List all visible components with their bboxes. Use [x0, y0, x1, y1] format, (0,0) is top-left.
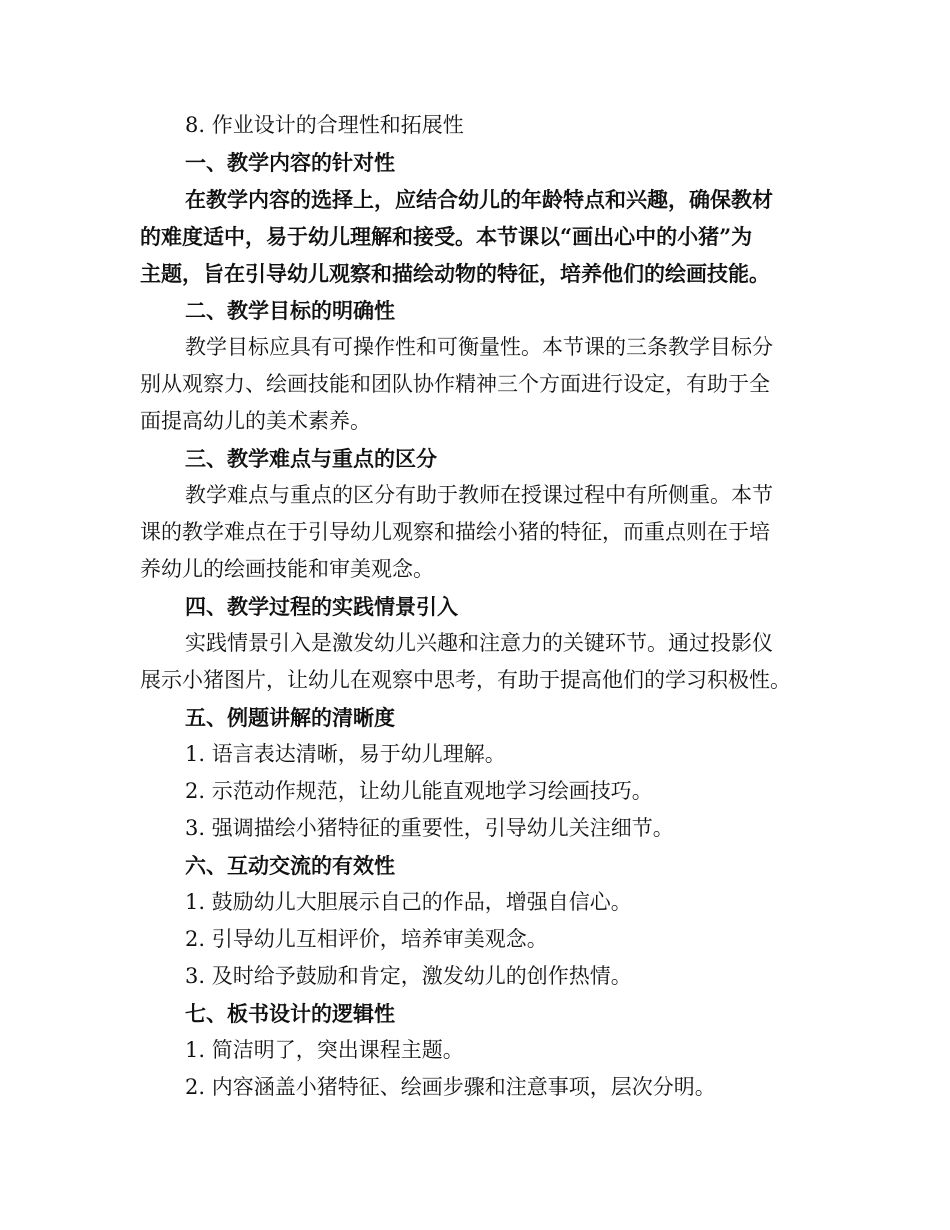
list-item: 2. 内容涵盖小猪特征、绘画步骤和注意事项，层次分明。	[185, 1075, 716, 1099]
section-heading-5: 五、例题讲解的清晰度	[185, 705, 395, 730]
paragraph-line: 的难度适中，易于幼儿理解和接受。本节课以“画出心中的小猪”为	[140, 224, 753, 249]
document-body	[140, 107, 820, 1106]
paragraph-line: 课的教学难点在于引导幼儿观察和描绘小猪的特征，而重点则在于培	[140, 520, 770, 544]
paragraph-line: 实践情景引入是激发幼儿兴趣和注意力的关键环节。通过投影仪	[185, 631, 773, 655]
paragraph-line: 别从观察力、绘画技能和团队协作精神三个方面进行设定，有助于全	[140, 372, 770, 396]
section-heading-2: 二、教学目标的明确性	[185, 298, 395, 323]
paragraph-line: 教学目标应具有可操作性和可衡量性。本节课的三条教学目标分	[185, 335, 773, 359]
section-heading-7: 七、板书设计的逻辑性	[185, 1001, 395, 1026]
section-heading-6: 六、互动交流的有效性	[185, 853, 395, 878]
intro-list-item: 8. 作业设计的合理性和拓展性	[185, 113, 464, 137]
paragraph-line: 主题，旨在引导幼儿观察和描绘动物的特征，培养他们的绘画技能。	[140, 261, 770, 286]
list-item: 2. 引导幼儿互相评价，培养审美观念。	[185, 927, 548, 951]
paragraph-line: 教学难点与重点的区分有助于教师在授课过程中有所侧重。本节	[185, 483, 773, 507]
paragraph-line: 养幼儿的绘画技能和审美观念。	[140, 557, 434, 581]
list-item: 1. 简洁明了，突出课程主题。	[185, 1038, 464, 1062]
list-item: 1. 鼓励幼儿大胆展示自己的作品，增强自信心。	[185, 890, 632, 914]
section-heading-3: 三、教学难点与重点的区分	[185, 446, 437, 471]
paragraph-line: 在教学内容的选择上，应结合幼儿的年龄特点和兴趣，确保教材	[185, 187, 773, 212]
section-heading-4: 四、教学过程的实践情景引入	[185, 594, 458, 619]
list-item: 3. 及时给予鼓励和肯定，激发幼儿的创作热情。	[185, 964, 632, 988]
paragraph-line: 面提高幼儿的美术素养。	[140, 409, 371, 433]
section-heading-1: 一、教学内容的针对性	[185, 150, 395, 175]
paragraph-line: 展示小猪图片，让幼儿在观察中思考，有助于提高他们的学习积极性。	[140, 668, 791, 692]
list-item: 2. 示范动作规范，让幼儿能直观地学习绘画技巧。	[185, 779, 653, 803]
list-item: 3. 强调描绘小猪特征的重要性，引导幼儿关注细节。	[185, 816, 674, 840]
list-item: 1. 语言表达清晰，易于幼儿理解。	[185, 742, 506, 766]
